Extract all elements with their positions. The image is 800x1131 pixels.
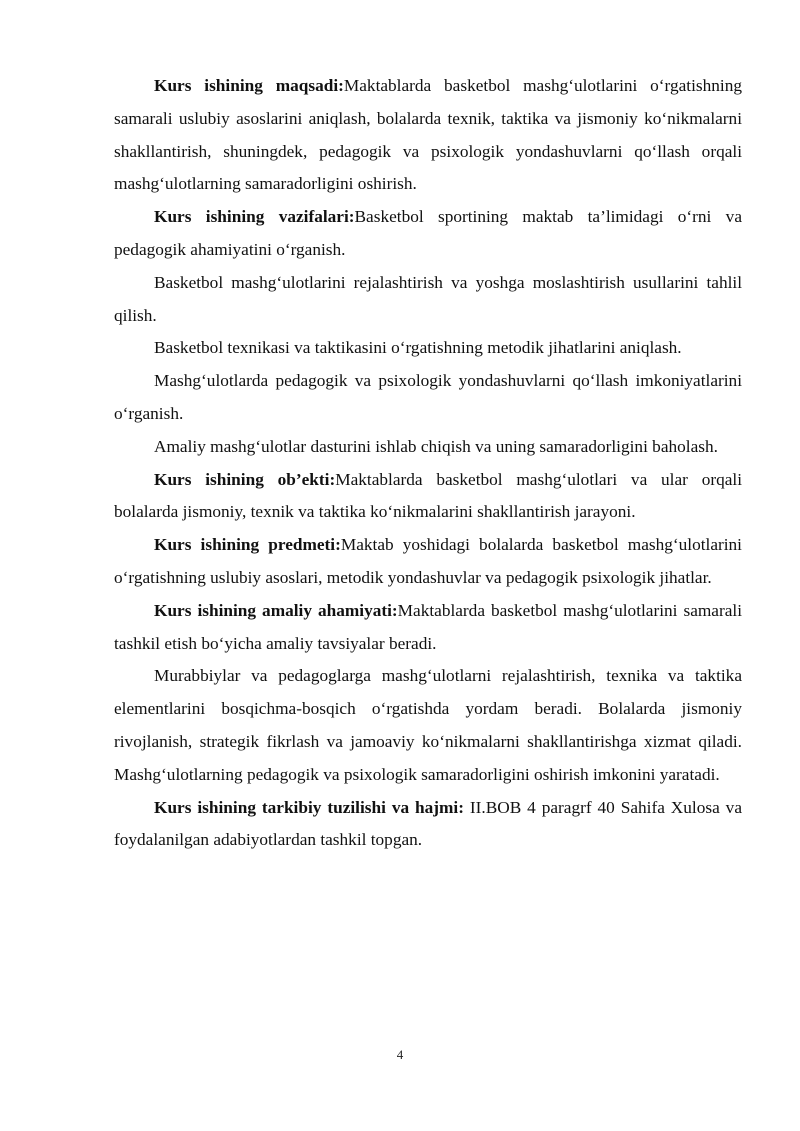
paragraph-text: Amaliy mashg‘ulotlar dasturini ishlab chiqish va uning samaradorligini baholash. <box>154 436 718 456</box>
paragraph-task-technique <box>114 332 742 365</box>
paragraph-object <box>114 464 742 530</box>
paragraph-tasks <box>114 201 742 267</box>
paragraph-practical-value <box>114 595 742 661</box>
paragraph-text: Mashg‘ulotlarda pedagogik va psixologik yondashuvlarni qo‘llash imkoniyatlarini o‘rganish. <box>114 371 742 423</box>
paragraph-task-approaches <box>114 365 742 431</box>
paragraph-text: Basketbol sportining maktab ta’limidagi o‘rni va pedagogik ahamiyatini o‘rganish. <box>114 207 742 259</box>
document-body <box>114 70 742 857</box>
paragraph-text: II.BOB 4 paragrf 40 Sahifa Xulosa va foydalanilgan adabiyotlardan tashkil topgan. <box>114 797 742 850</box>
paragraph-text: Maktablarda basketbol mashg‘ulotlarini samarali tashkil etish bo‘yicha amaliy tavsiyalar beradi. <box>114 600 742 653</box>
paragraph-task-program <box>114 431 742 464</box>
page-number: 4 <box>396 1047 404 1062</box>
paragraph-label: Kurs ishining tarkibiy tuzilishi va hajmi: <box>154 797 464 817</box>
paragraph-label: Kurs ishining maqsadi: <box>154 76 344 95</box>
paragraph-subject <box>114 529 742 595</box>
paragraph-label: Kurs ishining predmeti: <box>154 535 341 555</box>
paragraph-label: Kurs ishining amaliy ahamiyati: <box>154 600 398 620</box>
paragraph-label: Kurs ishining vazifalari: <box>154 207 355 227</box>
paragraph-text: Basketbol texnikasi va taktikasini o‘rgatishning metodik jihatlarini aniqlash. <box>154 338 682 358</box>
paragraph-text: Maktab yoshidagi bolalarda basketbol mashg‘ulotlarini o‘rgatishning uslubiy asoslari, metodik yondashuvlar va pedagogik psixologik jihatlar. <box>114 535 742 587</box>
paragraph-practical-details <box>114 660 742 791</box>
paragraph-structure <box>114 792 742 858</box>
paragraph-label: Kurs ishining ob’ekti: <box>154 469 336 489</box>
paragraph-task-planning <box>114 267 742 333</box>
paragraph-goal <box>114 70 742 201</box>
paragraph-text: Maktablarda basketbol mashg‘ulotlarini o‘rgatishning samarali uslubiy asoslarini aniqlash, bolalarda texnik, taktika va jismoniy ko‘nikmalarni shakllantirish, shuningdek, pedagogik va psixologik yondashuvlarni qo‘llash orqali mashg‘ulotlarning samaradorligini oshirish. <box>114 76 742 194</box>
paragraph-text: Basketbol mashg‘ulotlarini rejalashtirish va yoshga moslashtirish usullarini tahlil qilish. <box>114 272 742 325</box>
paragraph-text: Murabbiylar va pedagoglarga mashg‘ulotlarni rejalashtirish, texnika va taktika elementlarini bosqichma-bosqich o‘rgatishda yordam beradi. Bolalarda jismoniy rivojlanish, strategik fikrlash va jamoaviy ko‘nikmalarni shakllantirishga xizmat qiladi. Mashg‘ulotlarning pedagogik va psixologik samaradorligini oshirish imkonini yaratadi. <box>114 666 742 784</box>
paragraph-text: Maktablarda basketbol mashg‘ulotlari va ular orqali bolalarda jismoniy, texnik va taktika ko‘nikmalarini shakllantirish jarayoni. <box>114 469 742 522</box>
